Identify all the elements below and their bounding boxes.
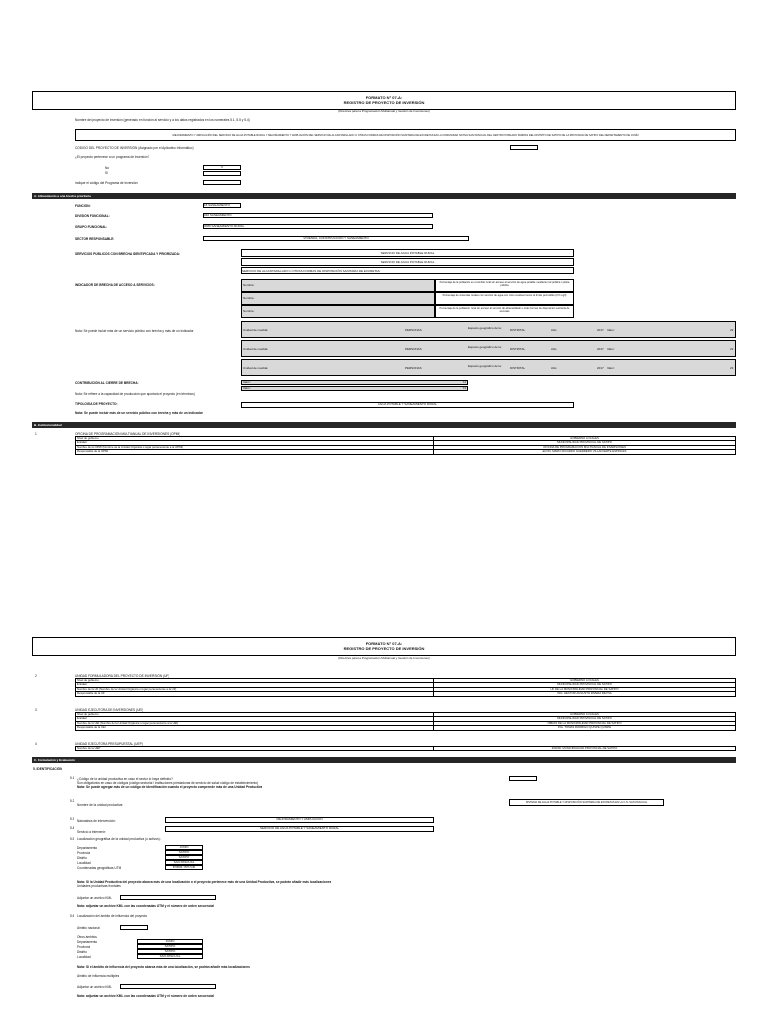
row-value: MUNICIPALIDAD PROVINCIAL DE SATIPO: [434, 683, 736, 687]
codigo-unidad-note: Son obligatorios en caso de códigos (código sectorial / instituciones prestadoras de servicio de salud código de establecimiento): [77, 781, 259, 785]
medida-row-3: [241, 359, 736, 376]
medida-row-1: [241, 321, 736, 338]
nombre-label: Nombre:: [243, 296, 255, 300]
form-title: FORMATO N° 07-A:: [365, 641, 403, 646]
servicio-1: SERVICIO DE AGUA POTABLE RURAL: [241, 249, 574, 257]
n56: 5.6: [70, 914, 75, 918]
loc-value[interactable]: SATIPO: [165, 855, 203, 860]
servicio-3: SERVICIO DE ALCANTARILLADO U OTRAS FORMAS DE DISPOSICIÓN SANITARIA DE EXCRETAS: [241, 267, 574, 274]
n51: 5.1: [70, 776, 75, 780]
adjuntar-kml-label-2: Adjuntar un archivo KML: [77, 985, 112, 989]
sector-select[interactable]: VIVIENDA, CONSTRUCCIÓN Y SANEAMIENTO: [203, 236, 469, 241]
indicador-3: Porcentaje de la población rural sin acceso al servicio de alcantarillado u otras formas de disposición sanitaria de excretas: [435, 305, 574, 318]
codigo-label: CÓDIGO DEL PROYECTO DE INVERSIÓN (Asignado por el Aplicativo Informático): [75, 146, 194, 150]
espacio-label: Espacio geográfico de la:: [468, 345, 502, 349]
si-label: Sí: [105, 171, 109, 175]
nota-indicadores: Nota: Se puede incluir más de un servicio público con brecha y más de un indicador: [75, 329, 194, 333]
servicio-select[interactable]: SERVICIO DE AGUA POTABLE Y SANEAMIENTO RURAL: [165, 826, 434, 832]
n53: 5.3: [70, 817, 75, 821]
valor-label: Valor:: [607, 366, 615, 370]
codigo-unidad-input[interactable]: [509, 776, 537, 781]
opmi-table: [75, 436, 736, 455]
row-label: Nivel de gobierno: [76, 437, 434, 441]
row-label: Entidad: [76, 683, 434, 687]
servicios-label: SERVICIOS PÚBLICOS CON BRECHA IDENTIFICADA Y PRIORIZADA:: [75, 252, 180, 256]
adjuntar-kml-label: Adjuntar un archivo KML: [77, 896, 112, 900]
localizacion-label: Localización geográfica de la unidad productiva (o activos):: [77, 837, 161, 841]
tipologia-select[interactable]: AGUA POTABLE Y SANEAMIENTO RURAL: [241, 402, 574, 408]
row-label: Entidad: [76, 717, 434, 721]
valor-value: 23: [730, 328, 734, 332]
unidad-value: PERSONAS: [405, 366, 422, 370]
naturaleza-label: Naturaleza de intervención:: [77, 819, 116, 823]
loc-label: Localidad: [77, 861, 91, 865]
valor-label: Valor:: [607, 328, 615, 332]
table-row: [76, 692, 736, 696]
programa-code-input[interactable]: [203, 180, 241, 185]
form-subtitle: REGISTRO DE PROYECTO DE INVERSIÓN: [343, 646, 425, 651]
grupo-label: GRUPO FUNCIONAL:: [75, 225, 108, 229]
ano-value: 2017: [597, 366, 604, 370]
row-label: Nombre de la OPMI (Nombre de la Unidad Orgánica o lugar perteneciente a la OPMI): [76, 445, 434, 449]
funcion-label: FUNCIÓN:: [75, 204, 91, 208]
row-label: Nivel de gobierno: [76, 713, 434, 717]
division-label: DIVISIÓN FUNCIONAL:: [75, 214, 110, 218]
uep-title: UNIDAD EJECUTORA PRESUPUESTAL (UEP): [75, 742, 143, 746]
espacio-value: DISTRITAL: [510, 347, 526, 351]
medida-row-2: [241, 340, 736, 357]
item-1-number: 1: [35, 432, 37, 436]
division-select[interactable]: 040 SANEAMIENTO: [203, 213, 433, 218]
indicador-1-name-cell: [241, 279, 435, 292]
unidad-value: PERSONAS: [405, 347, 422, 351]
espacio-value: DISTRITAL: [510, 328, 526, 332]
unidad-label: Unidad de medida:: [243, 366, 269, 370]
kml-upload-input[interactable]: [120, 895, 216, 900]
identificacion-heading: 5. IDENTIFICACIÓN: [33, 767, 63, 771]
nombre-unidad-label: Nombre de la unidad productiva:: [77, 803, 124, 807]
nota-loc: Nota: Si la Unidad Productiva del proyecto abarca más de una localización o el proyecto pertenece más de una Unidad Productiva, se podrán añadir más localizaciones: [77, 880, 332, 884]
amb-label: Localidad: [77, 955, 91, 959]
loc-label: Provincia: [77, 851, 91, 855]
loc-value[interactable]: SATIPO: [165, 850, 203, 855]
servicio-2: SERVICIO DE AGUA POTABLE RURAL: [241, 258, 574, 266]
programa-label: ¿El proyecto pertenece a un programa de inversión?: [75, 155, 150, 159]
amb-label: Provincia: [77, 945, 91, 949]
contribucion-label: CONTRIBUCIÓN AL CIERRE DE BRECHA:: [75, 381, 139, 385]
valor-label: Valor:: [607, 347, 615, 351]
row-value: MUNICIPALIDAD PROVINCIAL DE SATIPO: [434, 441, 736, 445]
contrib-valor-value: 74: [462, 386, 466, 390]
n54: 5.4: [70, 826, 75, 830]
contrib-row-2: [241, 386, 468, 391]
ano-label: Año:: [551, 347, 558, 351]
unidad-value: PERSONAS: [405, 328, 422, 332]
loc-label: Coordenadas geográficas UTM: [77, 866, 122, 870]
nota-kml-2: Nota: adjuntar un archivo KML con las coordenadas UTM y el número de orden secuencial: [77, 994, 215, 998]
table-row: [76, 747, 736, 751]
row-value: ING. HECTOR AUGUSTO RIVERA REYNA: [434, 692, 736, 696]
indicador-label: INDICADOR DE BRECHA DE ACCESO A SERVICIOS:: [75, 283, 155, 287]
ambito-multiples-label: Ámbito de influencia múltiples: [77, 974, 120, 978]
loc-value[interactable]: SAN PASCUAL: [165, 860, 203, 865]
form-header: [32, 91, 736, 110]
ano-label: Año:: [551, 328, 558, 332]
indicador-1: Porcentaje de la población en el ámbito rural sin acceso al servicio de agua potable mediante red pública o pileta pública: [435, 279, 574, 292]
row-label: Nivel de gobierno: [76, 679, 434, 683]
row-value: GOBIERNO LOCALES: [434, 713, 736, 717]
ambito-nacional-label: Ámbito nacional: [77, 926, 100, 930]
table-row: [76, 450, 736, 454]
nombre-proyecto-label: Nombre del proyecto de inversión (generado en función al servicio y a los datos registrados en los numerales 5.1, 5.5 y 5.4): [75, 118, 250, 122]
section-a-bar: A. Alineamiento a una brecha prioritaria: [32, 193, 736, 199]
amb-value[interactable]: SAN PASCUAL: [137, 954, 203, 959]
indicador-2-name-cell: [241, 292, 435, 305]
codigo-unidad-nota: Nota: Se puede agregar más de un código de identificación cuando el proyecto comprende más de una Unidad Productiva: [77, 785, 263, 789]
ano-value: 2017: [597, 347, 604, 351]
funcion-select[interactable]: 18 SANEAMIENTO: [203, 203, 241, 208]
form-subtitle: REGISTRO DE PROYECTO DE INVERSIÓN: [343, 100, 425, 105]
amb-label: Departamento: [77, 940, 98, 944]
espacio-label: Espacio geográfico de la:: [468, 326, 502, 330]
row-label: Responsable de la UF: [76, 692, 434, 696]
no-checkbox[interactable]: X: [203, 165, 241, 170]
contrib-row-1: [241, 380, 468, 385]
ano-label: Año:: [551, 366, 558, 370]
kml-upload-input-2[interactable]: [120, 984, 216, 989]
section-c-bar: C. Formulación y Evaluación: [32, 757, 736, 763]
table-row: [76, 726, 736, 730]
contrib-valor-label: Valor:: [243, 380, 251, 384]
row-value: ING. TOMAS RODRIGO QUISPE QUISPE: [434, 726, 736, 730]
form-header-2: [32, 637, 736, 656]
nombre-unidad-value: SISTEMA DE AGUA POTABLE Y DISPOSICIÓN SANITARIA DE EXCRETAS EN LA C.N. SAN PASCUAL: [509, 799, 664, 806]
unidades-prod-label: Unidades productivas frontales: [77, 884, 121, 888]
row-label: Responsable de la UEI: [76, 726, 434, 730]
valor-value: 23: [730, 347, 734, 351]
nombre-proyecto-value: MEJORAMIENTO Y AMPLIACIÓN DEL SERVICIO DE AGUA POTABLE RURAL Y MEJORAMIENTO Y AMPLIACIÓN DEL SERVICIO DE ALCANTARILLADO U OTRAS FORMAS DE DISPOSICIÓN SANITARIA DE EXCRETAS EN LA COMUNIDAD NATIVA SAN PASCUAL DEL CENTRO POBLADO PAMPAS DEL DISTRITO DE SATIPO DE LA PROVINCIA DE SATIPO DEL DEPARTAMENTO DE JUNÍN: [75, 129, 736, 141]
row-value: 300292: MUNICIPALIDAD PROVINCIAL DE SATIPO: [434, 747, 736, 751]
item-3-number: 3: [35, 708, 37, 712]
espacio-value: DISTRITAL: [510, 366, 526, 370]
ambito-label: Localización del ámbito de influencia del proyecto: [77, 914, 148, 918]
form-note: (Directiva para la Programación Multianual y Gestión de Inversiones): [338, 109, 430, 113]
amb-value[interactable]: JUNÍN: [137, 939, 203, 944]
unidad-label: Unidad de medida:: [243, 328, 269, 332]
unidad-label: Unidad de medida:: [243, 347, 269, 351]
uf-table: [75, 678, 736, 697]
uei-title: UNIDAD EJECUTORA DE INVERSIONES (UEI): [75, 708, 144, 712]
grupo-select[interactable]: 0089 SANEAMIENTO RURAL: [203, 224, 433, 229]
ano-value: 2017: [597, 328, 604, 332]
valor-value: 23: [730, 366, 734, 370]
si-checkbox[interactable]: [203, 171, 241, 176]
row-value: OBRAS DE LA MUNICIPALIDAD PROVINCIAL DE SATIPO: [434, 721, 736, 725]
loc-value[interactable]: JUNÍN: [165, 845, 203, 850]
contrib-valor-value: 74: [462, 380, 466, 384]
row-label: Nombre de la UF (Nombre de la Unidad Orgánica o lugar perteneciente a la UF): [76, 687, 434, 691]
row-label: Nombre de la UEP: [76, 747, 434, 751]
otros-ambitos-label: Otros ámbitos: [77, 935, 97, 939]
nota-capacidad: Nota: Se refiere a la capacidad de producción que aportará el proyecto (en términos): [75, 392, 195, 396]
servicio-label: Servicio a intervenir:: [77, 830, 106, 834]
espacio-label: Espacio geográfico de la:: [468, 364, 502, 368]
row-label: Responsable de la OPMI: [76, 450, 434, 454]
loc-label: Distrito: [77, 856, 87, 860]
opmi-title: OFICINA DE PROGRAMACIÓN MULTIANUAL DE INVERSIONES (OPMI): [75, 432, 181, 436]
row-label: Nombre de la UEI (Nombre de la Unidad Orgánica o lugar perteneciente a la UEI): [76, 721, 434, 725]
row-value: ECON. MARIO RICARDO GUERRERO VILLAFUERTE ESPINOZA: [434, 450, 736, 454]
nombre-label: Nombre:: [243, 309, 255, 313]
item-2-number: 2: [35, 674, 37, 678]
codigo-unidad-label: ¿Código de la unidad productiva en caso el sector lo haya definido?: [77, 777, 173, 781]
uei-table: [75, 712, 736, 731]
row-value: MUNICIPALIDAD PROVINCIAL DE SATIPO: [434, 717, 736, 721]
amb-label: Distrito: [77, 950, 87, 954]
row-value: UF DE LA MUNICIPALIDAD PROVINCIAL DE SATIPO: [434, 687, 736, 691]
uep-table: [75, 746, 736, 751]
amb-value[interactable]: SATIPO: [137, 949, 203, 954]
row-label: Entidad: [76, 441, 434, 445]
form-note-2: (Directiva para la Programación Multianual y Gestión de Inversiones): [338, 656, 430, 660]
nota-kml: Nota: adjuntar un archivo KML con las coordenadas UTM y el número de orden secuencial: [77, 904, 215, 908]
amb-value[interactable]: SATIPO: [137, 944, 203, 949]
nota-ambito: Nota: Si el ámbito de influencia del proyecto abarca más de una localización, se podrán añadir más localizaciones: [77, 965, 250, 969]
sector-label: SECTOR RESPONSABLE:: [75, 237, 115, 241]
item-4-number: 4: [35, 742, 37, 746]
row-value: GOBIERNO LOCALES: [434, 679, 736, 683]
row-value: OFICINA DE PROGRAMACIÓN MULTIANUAL DE INVERSIONES: [434, 445, 736, 449]
section-b-bar: B. Institucionalidad: [32, 422, 736, 428]
n55: 5.5: [70, 837, 75, 841]
indique-label: Indique el código del Programa de Inversión:: [75, 181, 139, 185]
n52: 5.2: [70, 799, 75, 803]
loc-value[interactable]: 8766845 / 9576 SUR: [165, 865, 203, 870]
contrib-valor-label: Valor:: [243, 386, 251, 390]
nombre-label: Nombre:: [243, 283, 255, 287]
naturaleza-select[interactable]: MEJORAMIENTO Y AMPLIACIÓN: [165, 817, 434, 823]
tipologia-label: TIPOLOGÍA DE PROYECTO:: [75, 402, 118, 406]
indicador-2: Porcentaje de viviendas rurales con servicio de agua con cloro residual menor al límite permisible (0.5 mg/l): [435, 292, 574, 305]
no-label: No: [105, 166, 110, 170]
row-value: GOBIERNO LOCALES: [434, 437, 736, 441]
nota-tipologia: Nota: Se puede incluir más de un servicio público con brecha y más de un indicador: [75, 411, 203, 415]
indicador-3-name-cell: [241, 305, 435, 318]
loc-label: Departamento: [77, 846, 98, 850]
form-title: FORMATO N° 07-A:: [365, 95, 403, 100]
uf-title: UNIDAD FORMULADORA DEL PROYECTO DE INVERSIÓN (UF): [75, 674, 170, 678]
ambito-nacional-checkbox[interactable]: [120, 925, 148, 930]
codigo-input[interactable]: [510, 145, 538, 150]
